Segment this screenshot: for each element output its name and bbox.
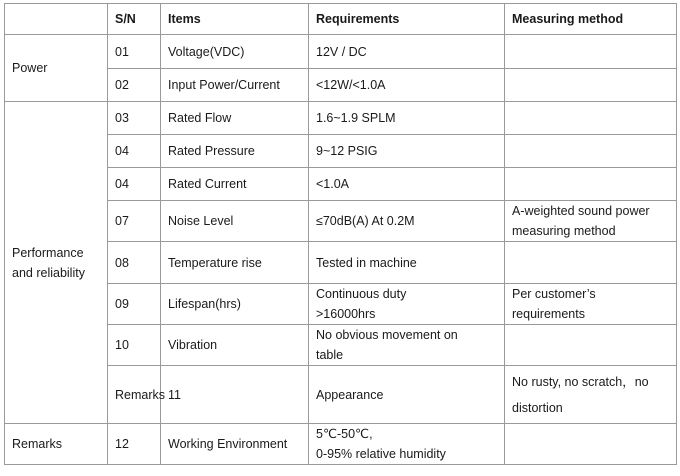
requirement-cell — [309, 69, 505, 102]
requirement-text: Continuous duty — [316, 287, 407, 301]
header-sn: S/N — [108, 4, 161, 35]
method-text: Per customer’s — [512, 287, 596, 301]
group-power: Power — [5, 35, 108, 102]
method-cell — [505, 325, 677, 366]
requirement-cell — [309, 424, 505, 465]
item-cell: Vibration — [161, 325, 309, 366]
requirement-text: 0-95% relative humidity — [316, 447, 446, 461]
item-cell: Appearance — [309, 366, 505, 424]
item-cell: Rated Flow — [161, 102, 309, 135]
group-remarks-2: Remarks — [5, 424, 108, 465]
method-cell — [505, 284, 677, 325]
item-cell: Working Environment — [161, 424, 309, 465]
header-requirements: Requirements — [309, 4, 505, 35]
group-performance-line-2: and reliability — [12, 265, 85, 280]
requirement-cell — [309, 168, 505, 201]
sn-cell: 12 — [108, 424, 161, 465]
requirement-text: >16000hrs — [316, 307, 376, 321]
requirement-text: distortion — [512, 400, 563, 415]
requirement-text: No obvious movement on — [316, 328, 458, 342]
method-cell — [505, 242, 677, 284]
table-row — [5, 102, 677, 135]
sn-cell: 03 — [108, 102, 161, 135]
method-cell — [505, 102, 677, 135]
group-performance-line-1: Performance — [12, 245, 84, 260]
item-cell: Input Power/Current — [161, 69, 309, 102]
table-row — [5, 35, 677, 69]
method-text: A-weighted sound power — [512, 204, 650, 218]
header-measuring-method: Measuring method — [505, 4, 677, 35]
requirement-cell — [309, 201, 505, 242]
sn-cell: 04 — [108, 135, 161, 168]
method-cell — [505, 135, 677, 168]
item-cell: Rated Pressure — [161, 135, 309, 168]
requirement-text: No rusty, no scratch，no — [512, 374, 649, 389]
method-cell — [505, 424, 677, 465]
requirement-text: Tested in machine — [316, 255, 417, 270]
table-header-row — [5, 4, 677, 35]
method-cell — [505, 168, 677, 201]
sn-cell: 07 — [108, 201, 161, 242]
header-items: Items — [161, 4, 309, 35]
item-cell: Noise Level — [161, 201, 309, 242]
specification-table — [4, 3, 677, 465]
requirement-text: 1.6~1.9 SPLM — [316, 111, 396, 125]
group-remarks-1: Remarks — [108, 366, 161, 424]
requirement-text: 5℃-50℃, — [316, 427, 373, 441]
item-cell: Temperature rise — [161, 242, 309, 284]
requirement-text: table — [316, 348, 344, 362]
requirement-text: <1.0A — [316, 177, 350, 191]
sn-cell: 08 — [108, 242, 161, 284]
sn-cell: 02 — [108, 69, 161, 102]
requirement-text: 12V / DC — [316, 44, 367, 59]
group-performance — [5, 102, 108, 424]
table-row — [5, 424, 677, 465]
method-cell — [505, 35, 677, 69]
method-text: measuring method — [512, 224, 616, 238]
sn-cell: 10 — [108, 325, 161, 366]
requirement-cell — [309, 284, 505, 325]
item-cell: Lifespan(hrs) — [161, 284, 309, 325]
requirement-cell — [309, 242, 505, 284]
requirement-cell — [505, 366, 677, 424]
requirement-cell — [309, 325, 505, 366]
item-cell: Voltage(VDC) — [161, 35, 309, 69]
requirement-cell — [309, 35, 505, 69]
sn-cell: 11 — [161, 366, 309, 424]
requirement-cell — [309, 135, 505, 168]
sn-cell: 04 — [108, 168, 161, 201]
requirement-text: <12W/<1.0A — [316, 78, 386, 92]
item-cell: Rated Current — [161, 168, 309, 201]
requirement-text: ≤70dB(A) At 0.2M — [316, 214, 415, 228]
sn-cell: 01 — [108, 35, 161, 69]
method-cell — [505, 69, 677, 102]
method-cell — [505, 201, 677, 242]
requirement-text: 9~12 PSIG — [316, 144, 378, 158]
header-group — [5, 4, 108, 35]
sn-cell: 09 — [108, 284, 161, 325]
requirement-cell — [309, 102, 505, 135]
method-text: requirements — [512, 307, 585, 321]
